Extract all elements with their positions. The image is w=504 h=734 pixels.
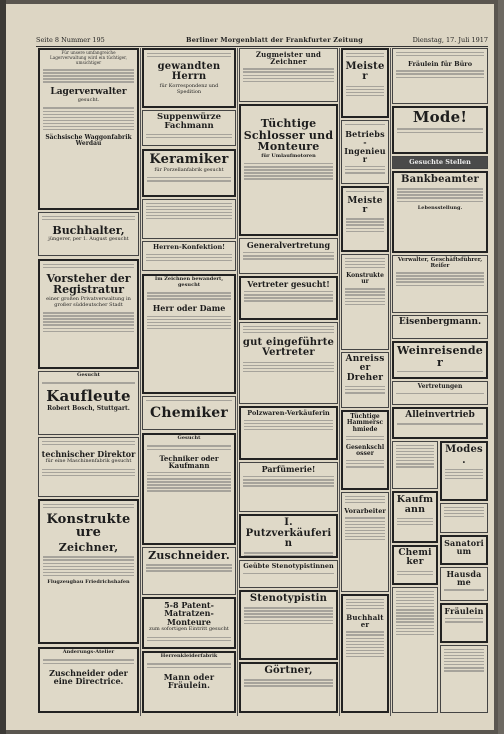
text-lines bbox=[240, 66, 337, 85]
text-lines bbox=[394, 568, 436, 578]
text-lines bbox=[342, 493, 388, 506]
ad-label: Gesucht bbox=[77, 372, 100, 378]
ad-headline: Meister bbox=[345, 60, 385, 83]
ad-headline: Generalvertretung bbox=[246, 240, 331, 250]
text-lines bbox=[343, 216, 387, 235]
section-banner-label: Vertretungen bbox=[417, 383, 463, 390]
text-lines bbox=[39, 380, 138, 387]
ad-vorarbeiter bbox=[341, 492, 389, 592]
text-lines bbox=[394, 126, 486, 136]
ad-direktor bbox=[38, 437, 139, 497]
text-lines bbox=[144, 443, 234, 453]
ad-weinreisender bbox=[392, 341, 488, 379]
ad-geuebte-stenotypistinnen bbox=[239, 560, 338, 588]
ad-modes bbox=[440, 441, 488, 501]
ad-techniker-kaufmann bbox=[142, 433, 236, 545]
ad-headline: Zuschneider. bbox=[148, 549, 230, 562]
text-lines bbox=[241, 417, 336, 433]
text-lines bbox=[143, 131, 235, 141]
text-lines bbox=[441, 646, 487, 674]
ad-headline: Buchhalter, bbox=[52, 223, 125, 237]
text-lines bbox=[393, 270, 487, 289]
text-lines bbox=[144, 661, 234, 671]
ad-headline: Sanatorium bbox=[444, 538, 484, 557]
ad-headline: Herren-Konfektion! bbox=[152, 243, 226, 251]
ad-subline: Gesucht bbox=[177, 435, 201, 441]
ad-fraeulein-buero bbox=[392, 48, 488, 104]
ad-konstrukteure bbox=[38, 499, 139, 644]
ad-text: Für unsere umfangreiche Lagerverwaltung wird ein tüchtiger, umsichtiger bbox=[49, 50, 128, 65]
header-masthead: Berliner Morgenblatt der Frankfurter Zeitung bbox=[186, 36, 364, 44]
ad-hammerschmiede bbox=[341, 410, 389, 490]
column-rule bbox=[140, 48, 141, 716]
ad-vorsteher bbox=[38, 259, 139, 369]
text-lines bbox=[343, 433, 387, 443]
ad-headline: technischer Direktor bbox=[41, 448, 136, 459]
text-lines bbox=[342, 121, 388, 128]
header-page-number: Seite 8 Nummer 195 bbox=[36, 36, 105, 44]
ad-schlosser-monteure bbox=[239, 104, 338, 236]
text-lines bbox=[342, 286, 388, 308]
section-banner-vertretungen bbox=[392, 381, 488, 405]
ad-headline: Parfümerie! bbox=[261, 464, 316, 474]
text-lines bbox=[393, 390, 487, 397]
header-rule bbox=[36, 46, 488, 47]
ad-zugmeister bbox=[239, 48, 338, 102]
text-lines bbox=[441, 587, 487, 594]
ad-alleinvertrieb bbox=[392, 407, 488, 439]
ad-kaufmann bbox=[392, 491, 438, 543]
ad-kaufleute bbox=[38, 371, 139, 435]
ad-lagerverwalter bbox=[38, 48, 139, 210]
ad-sanatorium bbox=[440, 535, 488, 565]
ad-subline: einer großen Privatverwaltung in großer süddeutscher Stadt bbox=[46, 295, 131, 308]
ad-headline: Kaufmann bbox=[396, 494, 434, 515]
text-lines bbox=[144, 50, 234, 60]
ad-headline: Fräulein für Büro bbox=[407, 59, 473, 68]
ad-bankbeamter bbox=[392, 171, 488, 253]
text-lines bbox=[343, 83, 387, 99]
newspaper-page bbox=[6, 4, 494, 730]
ad-chemiker-2 bbox=[392, 545, 438, 585]
ad-betriebs-ingenieur bbox=[341, 120, 389, 184]
ad-filler-4 bbox=[440, 645, 488, 713]
ad-headline: Zugmeister und Zeichner bbox=[255, 50, 322, 67]
text-lines bbox=[342, 383, 388, 396]
text-lines bbox=[343, 596, 387, 612]
ad-company: Sächsische Waggonfabrik Werdau bbox=[45, 134, 132, 148]
text-lines bbox=[394, 420, 486, 427]
text-lines bbox=[441, 504, 487, 520]
ad-headline: Bankbeamter bbox=[401, 174, 479, 185]
text-lines bbox=[144, 469, 234, 494]
text-lines bbox=[144, 290, 234, 303]
section-banner-label: Gesuchte Stellen bbox=[409, 158, 471, 166]
ad-buchhalter-2 bbox=[341, 594, 389, 713]
column-rule bbox=[390, 48, 391, 716]
text-lines bbox=[240, 249, 337, 262]
ad-headline: Keramiker bbox=[149, 152, 229, 167]
ad-zuschneider bbox=[142, 547, 236, 595]
text-lines bbox=[241, 288, 336, 304]
text-lines bbox=[393, 588, 437, 638]
ad-headline: Anreisser Dreher bbox=[345, 354, 385, 383]
ad-headline: I. Putzverkäuferin bbox=[245, 517, 332, 549]
ad-headline: Suppenwürze Fachmann bbox=[156, 112, 221, 131]
text-lines bbox=[241, 605, 336, 627]
text-lines bbox=[144, 174, 234, 184]
text-lines bbox=[240, 359, 337, 375]
text-lines bbox=[40, 105, 137, 133]
ad-headline: Herr oder Dame bbox=[152, 303, 226, 314]
ad-goertner bbox=[239, 662, 338, 713]
ad-company: Robert Bosch, Stuttgart. bbox=[47, 405, 130, 413]
ad-headline-2: Zeichner, bbox=[58, 541, 119, 555]
ad-headline: Fräulein bbox=[444, 606, 484, 616]
text-lines bbox=[393, 68, 487, 81]
ad-headline: Meister bbox=[347, 195, 383, 216]
ad-headline: Zuschneider oder eine Directrice. bbox=[49, 667, 128, 686]
text-lines bbox=[240, 473, 337, 489]
text-lines bbox=[394, 186, 486, 205]
ad-headline: Eisenbergmann. bbox=[398, 317, 482, 327]
column-rule bbox=[339, 48, 340, 716]
ad-headline: 5-8 Patent-Matratzen-Monteure bbox=[164, 600, 214, 627]
page-edge-shadow bbox=[498, 0, 504, 734]
text-lines bbox=[143, 397, 235, 404]
ad-headline: Mann oder Fräulein. bbox=[163, 671, 215, 690]
ad-headline: gut eingeführte Vertreter bbox=[242, 336, 335, 359]
ad-meister-2 bbox=[341, 186, 389, 252]
column-rule bbox=[237, 48, 238, 716]
ad-subline: Änderungs-Atelier bbox=[62, 649, 115, 655]
ad-company: Flugzeugbau Friedrichshafen bbox=[47, 578, 130, 585]
text-lines bbox=[343, 457, 387, 470]
text-lines bbox=[241, 677, 336, 690]
ad-buchhalter bbox=[38, 212, 139, 256]
text-lines bbox=[240, 570, 337, 577]
text-lines bbox=[342, 515, 388, 543]
ad-headline: Tüchtige Schlosser und Monteure bbox=[243, 117, 334, 154]
ad-gewandten-herrn bbox=[142, 48, 236, 108]
text-lines bbox=[144, 634, 234, 644]
ad-parfuemerie bbox=[239, 462, 338, 512]
text-lines bbox=[442, 466, 486, 482]
ad-headline: Kaufleute bbox=[46, 386, 131, 405]
ad-headline: Chemiker bbox=[150, 404, 228, 421]
text-lines bbox=[240, 323, 337, 336]
ad-zuschneider-directrice bbox=[38, 647, 139, 713]
ad-headline: Vertreter gesucht! bbox=[247, 279, 330, 289]
text-lines bbox=[393, 49, 487, 59]
text-lines bbox=[40, 261, 137, 271]
ad-subline: für Korrespondenz und Spedition bbox=[159, 82, 219, 95]
text-lines bbox=[241, 550, 336, 559]
ad-headline: Weinreisender bbox=[397, 344, 483, 369]
ad-headline: Alleinvertrieb bbox=[405, 410, 475, 420]
text-lines bbox=[143, 251, 235, 264]
header-date: Dienstag, 17. Juli 1917 bbox=[412, 36, 488, 44]
text-lines bbox=[442, 615, 486, 625]
ad-headline: Vorsteher der Registratur bbox=[46, 271, 131, 297]
ad-fraeulein bbox=[440, 603, 488, 643]
ad-filler-1 bbox=[392, 441, 438, 489]
text-lines bbox=[342, 255, 388, 271]
ad-headline: Hausdame bbox=[446, 569, 482, 588]
text-lines bbox=[394, 515, 436, 528]
ad-anreisser bbox=[341, 352, 389, 408]
ad-subline: jüngerer, per 1. August gesucht bbox=[48, 236, 129, 243]
ad-headline: Konstrukteur bbox=[346, 272, 384, 286]
ad-headline: Görtner, bbox=[264, 665, 313, 676]
text-lines bbox=[39, 213, 138, 223]
text-lines bbox=[343, 188, 387, 195]
page-header bbox=[36, 34, 488, 46]
ad-subline: gesucht. bbox=[77, 97, 100, 103]
text-lines bbox=[40, 309, 137, 334]
ad-subline: für eine Maschinenfabrik gesucht bbox=[45, 458, 132, 465]
ad-mode bbox=[392, 106, 488, 154]
ad-headline: gewandten Herrn bbox=[157, 60, 221, 83]
text-lines bbox=[342, 163, 388, 176]
ad-herr-oder-dame bbox=[142, 274, 236, 394]
ad-herren-konfektion bbox=[142, 241, 236, 271]
ad-headline: Buchhalter bbox=[346, 613, 384, 630]
text-lines bbox=[343, 50, 387, 60]
ad-headline: Verwalter, Geschäftsführer, Reiſer bbox=[397, 257, 483, 269]
ad-generalvertretung bbox=[239, 238, 338, 274]
text-lines bbox=[343, 629, 387, 660]
ad-headline: Polzwaren-Verkäuferin bbox=[247, 409, 330, 417]
ad-keramiker bbox=[142, 149, 236, 197]
ad-headline: Modes. bbox=[445, 444, 483, 466]
ad-eisenbergmann bbox=[392, 315, 488, 339]
ad-filler-3 bbox=[392, 587, 438, 713]
ad-headline: Techniker oder Kaufmann bbox=[159, 453, 219, 470]
ad-subline: für Umlaufmotoren bbox=[261, 152, 316, 159]
text-lines bbox=[39, 466, 138, 479]
ad-vertreter bbox=[239, 276, 338, 320]
ad-subline: für Porzellanfabrik gesucht bbox=[154, 166, 224, 173]
ad-headline: Konstrukteure bbox=[46, 511, 131, 541]
ad-fachmann bbox=[142, 199, 236, 239]
text-lines bbox=[40, 501, 137, 511]
ad-subline: Lebensstellung. bbox=[417, 204, 463, 211]
ad-headline: Stenotypistin bbox=[249, 593, 328, 604]
ad-subline: Herrenkleiderfabrik bbox=[160, 653, 218, 659]
section-banner-gesuchte-stellen bbox=[392, 156, 488, 169]
ad-headline: Betriebs-Ingenieur bbox=[344, 128, 386, 164]
ad-putzverkaeuferin bbox=[239, 514, 338, 558]
ad-headline: Tüchtige Hammerschmiede bbox=[346, 413, 384, 433]
ad-headline: Geübte Stenotypistinnen bbox=[243, 562, 334, 570]
ad-eingefuehrte-vertreter bbox=[239, 322, 338, 404]
ad-mann-oder-fraeulein bbox=[142, 651, 236, 713]
ad-suppenwuerze bbox=[142, 110, 236, 146]
ad-headline: Mode! bbox=[412, 108, 468, 126]
text-lines bbox=[241, 160, 336, 182]
ad-filler-2 bbox=[440, 503, 488, 533]
ad-headline-2: Gesenkschlosser bbox=[345, 443, 385, 458]
ad-meister-1 bbox=[341, 48, 389, 118]
text-lines bbox=[143, 200, 235, 222]
text-lines bbox=[144, 313, 234, 332]
ad-headline: Chemiker bbox=[398, 548, 432, 568]
ad-headline: Lagerverwalter bbox=[50, 86, 127, 97]
text-lines bbox=[40, 554, 137, 579]
text-lines bbox=[394, 368, 486, 375]
ad-chemiker bbox=[142, 396, 236, 430]
ad-headline: Vorarbeiter bbox=[344, 506, 386, 515]
ad-matratzen-monteure bbox=[142, 597, 236, 649]
ad-verwalter bbox=[392, 255, 488, 313]
text-lines bbox=[393, 442, 437, 470]
ad-polzwaren bbox=[239, 406, 338, 460]
ad-stenotypistin bbox=[239, 590, 338, 660]
text-lines bbox=[39, 438, 138, 448]
text-lines bbox=[143, 562, 235, 575]
text-lines bbox=[40, 657, 137, 667]
ad-hausdame bbox=[440, 567, 488, 601]
ad-subline: zum sofortigen Eintritt gesucht bbox=[149, 626, 229, 633]
text-lines bbox=[40, 66, 137, 85]
ad-subline: Im Zeichnen bewandert, gesucht bbox=[154, 276, 224, 288]
ad-konstrukteur bbox=[341, 254, 389, 350]
